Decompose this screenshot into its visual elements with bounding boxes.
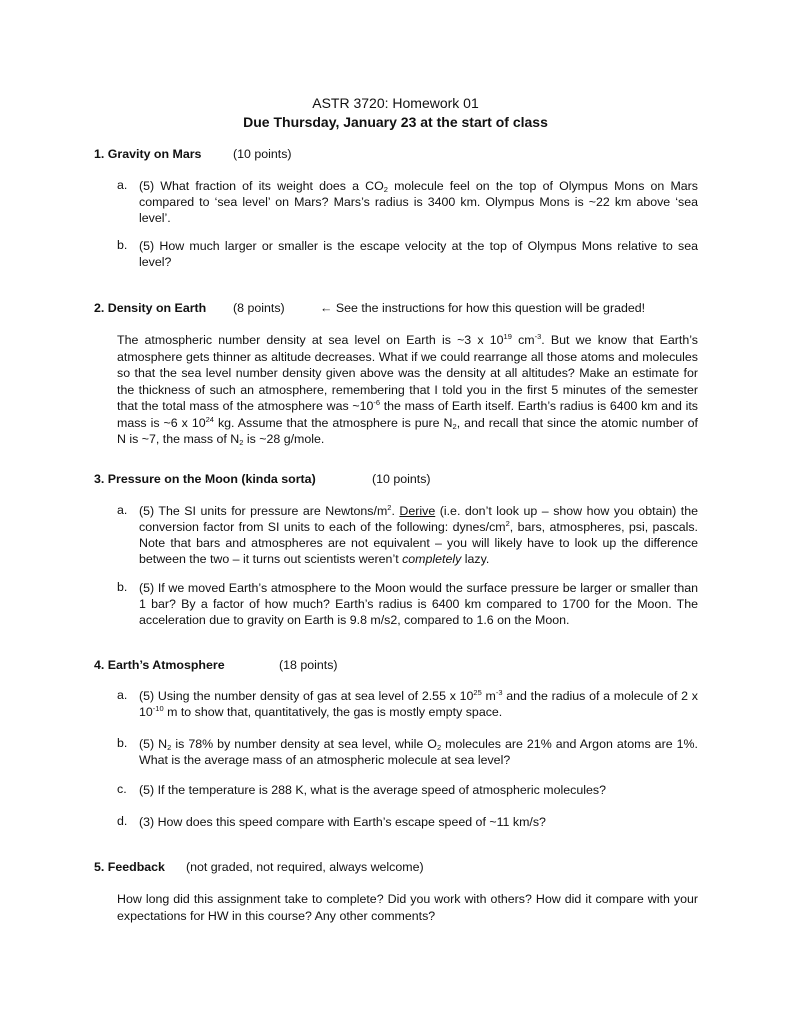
item-label: b. <box>117 238 128 252</box>
item-text: (3) How does this speed compare with Earth’s escape speed of ~11 km/s? <box>139 815 546 829</box>
section-points: (18 points) <box>279 658 338 672</box>
item-text: (5) If the temperature is 288 K, what is the average speed of atmospheric molecules? <box>139 783 606 797</box>
item-label: d. <box>117 814 128 828</box>
section-title: 4. Earth’s Atmosphere <box>94 658 225 672</box>
section-1-heading <box>94 147 292 161</box>
section-title: 3. Pressure on the Moon (kinda sorta) <box>94 472 316 486</box>
feedback-text: How long did this assignment take to complete? Did you work with others? How did it compare with your expectations for HW in this course? Any other comments? <box>117 892 698 923</box>
due-date: Due Thursday, January 23 at the start of class <box>243 114 548 130</box>
item-text: (5) Using the number density of gas at sea level of 2.55 x $10^{25}$ $m^{-3}$ and the radius of a molecule of 2 x $10^{-10}$ m to show that, quantitatively, the gas is mostly empty space. <box>139 688 698 719</box>
question-2-text: The atmospheric number density at sea level on Earth is ~3 x $10^{19}$ $cm^{-3}$. But we know that Earth’s atmosphere gets thinner as altitude decreases. What if we could rearrange all those atoms and molecules so that the sea level number density given above was the density at all altitudes? Make an estimate for the thickness of such an atmosphere, remembering that I told you in the first 5 minutes of the semester that the total mass of the atmosphere was $\sim 10^{-6}$ the mass of Earth itself. Earth’s radius is 6400 km and its mass is ~6 x $10^{24}$ kg. Assume that the atmosphere is pure $N_2$, and recall that since the atomic number of N is ~7, the mass of $N_2$ is ~28 g/mole. <box>117 332 699 447</box>
section-4-heading <box>94 658 338 672</box>
item-text: (5) If we moved Earth’s atmosphere to the Moon would the surface pressure be larger or smaller than 1 bar? By a factor of how much? Earth’s radius is 6400 km compared to 1700 for the Moon. The acceleration due to gravity on Earth is 9.8 m/s2, compared to 1.6 on the Moon. <box>139 581 698 627</box>
item-label: a. <box>117 688 128 702</box>
section-3-heading <box>94 472 431 486</box>
item-text: (5) $N_2$ is 78% by number density at sea level, while $O_2$ molecules are 21% and Argon atoms are 1%. What is the average mass of an atmospheric molecule at sea level? <box>139 737 698 767</box>
section-5-heading <box>94 860 424 874</box>
grading-note: ← See the instructions for how this question will be graded! <box>320 301 646 315</box>
item-text: (5) What fraction of its weight does a $CO_2$ molecule feel on the top of Olympus Mons on Mars compared to ‘sea level’ on Mars? Mars’s radius is 3400 km. Olympus Mons is ~22 km above ‘sea level’. <box>139 179 698 225</box>
item-label: a. <box>117 178 128 192</box>
course-title: ASTR 3720: Homework 01 <box>312 95 479 111</box>
item-label: c. <box>117 782 127 796</box>
item-text: (5) The SI units for pressure are Newtons/$m^2$. Derive (i.e. don’t look up – show how you obtain) the conversion factor from SI units to each of the following: dynes/$cm^2$, bars, atmospheres, psi, pascals. Note that bars and atmospheres are not equivalent – you will likely have to look up the difference between the two – it turns out scientists weren’t completely lazy. <box>139 503 698 566</box>
section-title: 1. Gravity on Mars <box>94 147 202 161</box>
item-text: (5) How much larger or smaller is the escape velocity at the top of Olympus Mons relative to sea level? <box>139 239 698 269</box>
section-points: (10 points) <box>233 147 292 161</box>
section-2-heading <box>94 301 646 315</box>
section-points: (10 points) <box>372 472 431 486</box>
item-label: b. <box>117 580 128 594</box>
section-title: 2. Density on Earth <box>94 301 207 315</box>
section-points: (not graded, not required, always welcome) <box>186 860 424 874</box>
item-label: b. <box>117 736 128 750</box>
section-points: (8 points) <box>233 301 285 315</box>
section-title: 5. Feedback <box>94 860 165 874</box>
item-label: a. <box>117 503 128 517</box>
